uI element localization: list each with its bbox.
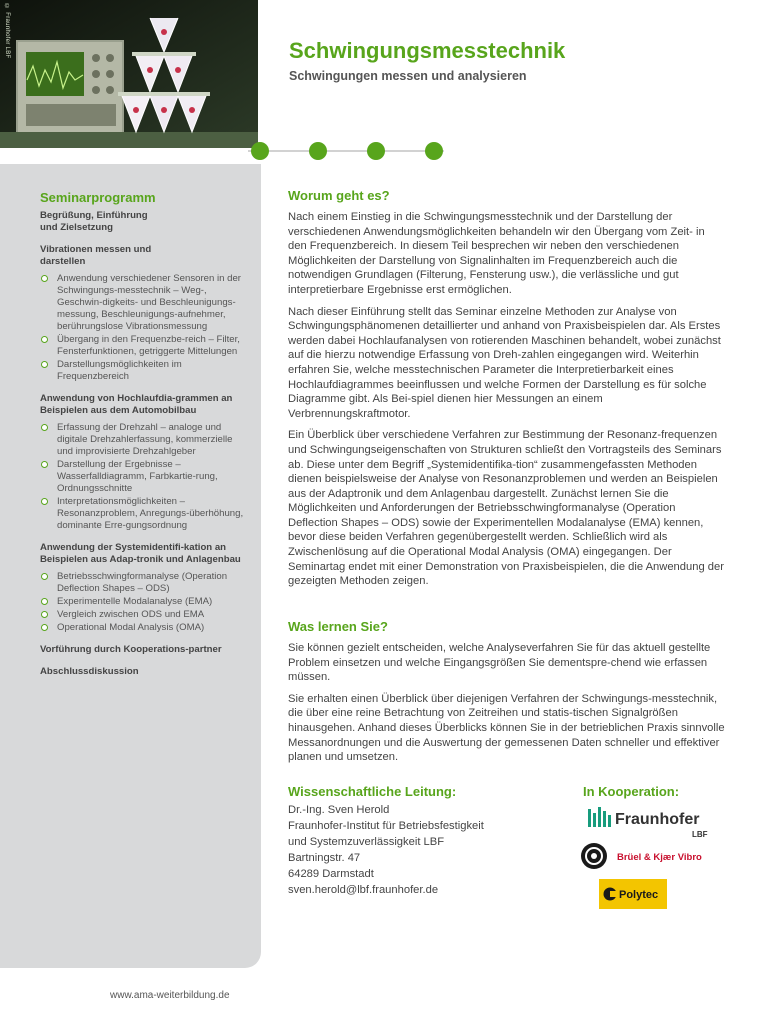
fraunhofer-logo	[588, 805, 718, 841]
bullet-circle-icon	[41, 275, 48, 282]
programme-block	[40, 244, 248, 383]
section-heading-worum: Worum geht es?	[288, 188, 390, 203]
decorative-dot-line	[248, 140, 448, 162]
header-photo	[0, 0, 258, 148]
section-body-worum	[288, 210, 726, 596]
programme-block-title: Anwendung der Systemidentifi-kation an Beispielen aus Adap-tronik und Anlagenbau	[40, 542, 241, 565]
programme-item-text: Interpretationsmöglichkeiten – Resonanzproblem, Anregungs-überhöhung, dominante Erre-gungsordnung	[57, 496, 244, 531]
bullet-circle-icon	[41, 498, 48, 505]
programme-item	[40, 622, 248, 634]
programme-block-title: Begrüßung, Einführung und Zielsetzung	[40, 210, 148, 233]
bullet-circle-icon	[41, 461, 48, 468]
programme-item	[40, 273, 248, 333]
programme-block-title: Vorführung durch Kooperations-partner	[40, 644, 222, 655]
programme-block	[40, 542, 248, 634]
bullet-circle-icon	[41, 624, 48, 631]
programme-item	[40, 609, 248, 621]
programme-item	[40, 459, 248, 495]
fraunhofer-logo-name: Fraunhofer	[615, 811, 700, 828]
programme-item-text: Experimentelle Modalanalyse (EMA)	[57, 596, 213, 607]
programme-item	[40, 359, 248, 383]
page-subtitle: Schwingungen messen und analysieren	[289, 69, 527, 83]
paragraph: Sie können gezielt entscheiden, welche Analyseverfahren Sie für das aktuell gestellte Problem einsetzen und welche Eingangsgrößen Sie dementspre-chend wie erfassen müssen.	[288, 642, 711, 684]
page-title: Schwingungsmesstechnik	[289, 38, 566, 63]
sidebar-programme-list	[40, 210, 248, 688]
programme-item-list	[40, 571, 248, 634]
contact-line: Bartningstr. 47	[288, 852, 361, 864]
sidebar-heading: Seminarprogramm	[40, 190, 156, 205]
programme-item	[40, 571, 248, 595]
programme-item-text: Anwendung verschiedener Sensoren in der Schwingungs-messtechnik – Weg-, Geschwin-digkeits- und Beschleunigungs-messung, Beschleunigungs-aufnehmer, berührungslose Vibrationsmessung	[57, 273, 242, 332]
programme-item	[40, 334, 248, 358]
polytec-logo-name: Polytec	[619, 889, 659, 901]
bullet-circle-icon	[41, 361, 48, 368]
bullet-circle-icon	[41, 336, 48, 343]
programme-item-text: Erfassung der Drehzahl – analoge und digitale Drehzahlerfassung, kommerzielle und improvisierte Drehzahlgeber	[57, 422, 233, 457]
fraunhofer-logo-sub: LBF	[692, 830, 708, 839]
programme-item-text: Betriebsschwingformanalyse (Operation Deflection Shapes – ODS)	[57, 571, 228, 594]
programme-block-title: Vibrationen messen und darstellen	[40, 244, 152, 267]
contact-line: Fraunhofer-Institut für Betriebsfestigkeit	[288, 820, 484, 832]
bruel-kjaer-logo-name: Brüel & Kjær Vibro	[617, 852, 702, 863]
contact-line: Dr.-Ing. Sven Herold	[288, 804, 390, 816]
programme-block	[40, 666, 248, 678]
bullet-circle-icon	[41, 424, 48, 431]
programme-item	[40, 596, 248, 608]
programme-item-list	[40, 422, 248, 532]
programme-item	[40, 422, 248, 458]
contact-email[interactable]: sven.herold@lbf.fraunhofer.de	[288, 884, 439, 896]
bullet-circle-icon	[41, 611, 48, 618]
polytec-logo	[599, 879, 667, 909]
section-heading-lernen: Was lernen Sie?	[288, 619, 388, 634]
programme-item-text: Vergleich zwischen ODS und EMA	[57, 609, 205, 620]
paragraph: Ein Überblick über verschiedene Verfahren zur Bestimmung der Resonanz-frequenzen und Schwingungseigenschaften von Strukturen schließt den Vortragsteils des Seminars ab. Diese unter dem Begriff „Systemidentifika-tion“ zusammengefassten Methoden dienen beispielsweise der Analyse von Resonanzproblemen und werden an Beispielen aus der Adaptronik und dem Anlagenbau dargestellt. Zunächst lernen Sie die Möglichkeiten und Anforderungen der Betriebsschwingformanalyse (Operation Deflection Shapes – ODS) sowie der Experimentellen Modalanalyse (EMA) kennen, bevor diese beiden Verfahren gegenübergestellt werden. Schließlich wird als Zwischenlösung auf die Operational Modal Analysis (OMA) eingegangen. Der Seminartag endet mit einer Demonstration von Praxisbeispielen, die die Anwendung der gezeigten Methoden zeigen.	[288, 429, 724, 588]
programme-block-title: Anwendung von Hochlaufdia-grammen an Beispielen aus dem Automobilbau	[40, 393, 233, 416]
bruel-kjaer-logo	[580, 842, 720, 870]
contact-line: und Systemzuverlässigkeit LBF	[288, 836, 445, 848]
programme-item	[40, 496, 248, 532]
programme-item-text: Übergang in den Frequenzbe-reich – Filter, Fensterfunktionen, getriggerte Mittelungen	[57, 334, 240, 357]
programme-block	[40, 210, 248, 234]
scientific-lead-contact	[288, 802, 484, 898]
paragraph: Nach dieser Einführung stellt das Seminar einzelne Methoden zur Analyse von Schwingungsphänomenen detaillierter und anhand von Praxisbeispielen dar. Als Erstes werden dabei Hochlaufanalysen von rotierenden Maschinen behandelt, wobei zunächst auf die hierzu notwendige Erfassung von Dreh-zahlen eingegangen wird. Weiterhin erfahren Sie, welche messtechnischen Parameter die Interpretierbarkeit eines Hochlaufdiagrammes beeinflussen und welche Formen der Darstellung es für solche Diagramme gibt. Als Bei-spiel dienen hier Messungen an einem Verbrennungskraftmotor.	[288, 305, 721, 420]
programme-item-text: Darstellung der Ergebnisse – Wasserfalldiagramm, Farbkartie-rung, Ordnungsschnitte	[57, 459, 218, 494]
paragraph: Sie erhalten einen Überblick über diejenigen Verfahren der Schwingungs-messtechnik, die über eine reine Betrachtung von Zeitreihen und statis-tischen Signalgrößen hinausgehen. Anhand dieses Überblicks können Sie in der betrieblichen Praxis sinnvolle Messanordnungen und die Auswertung der gemessenen Daten schneller und effektiver planen und umsetzen.	[288, 692, 725, 764]
programme-block-title: Abschlussdiskussion	[40, 666, 139, 677]
programme-item-text: Darstellungsmöglichkeiten im Frequenzbereich	[57, 359, 182, 382]
section-heading-kooperation: In Kooperation:	[583, 784, 680, 799]
programme-block	[40, 393, 248, 532]
bullet-circle-icon	[41, 573, 48, 580]
programme-item-text: Operational Modal Analysis (OMA)	[57, 622, 205, 633]
photo-credit: © Fraunhofer LBF	[4, 4, 10, 59]
bullet-circle-icon	[41, 598, 48, 605]
website-link[interactable]: www.ama-weiterbildung.de	[110, 990, 230, 1001]
paragraph: Nach einem Einstieg in die Schwingungsmesstechnik und der Darstellung der verschiedenen Anwendungsmöglichkeiten behandeln wir den Übergang vom Zeit- in den Frequenzbereich. In diesem Teil besprechen wir neben den verschiedenen Möglichkeiten der Darstellung von Signalinhalten im Frequenzbereich auch die notwendigen Grundlagen (Filterung, Fensterung usw.), die verlässliche und gut interpretierbare Ergebnisse erst ermöglichen.	[288, 211, 705, 296]
contact-line: 64289 Darmstadt	[288, 868, 374, 880]
programme-block	[40, 644, 248, 656]
section-heading-leitung: Wissenschaftliche Leitung:	[288, 784, 457, 799]
sidebar-programme	[0, 164, 261, 968]
section-body-lernen	[288, 641, 726, 772]
programme-item-list	[40, 273, 248, 383]
